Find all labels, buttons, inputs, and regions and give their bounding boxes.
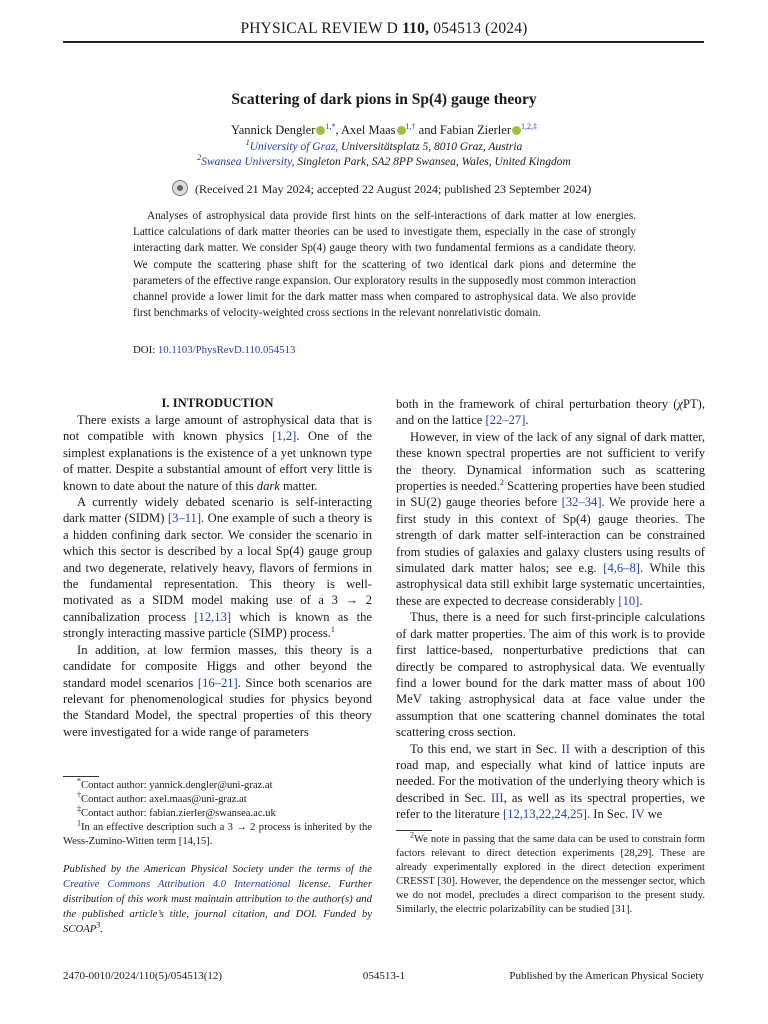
footnote-rule (396, 830, 432, 831)
footnote-rule (63, 776, 99, 777)
affiliation: $^2$Swansea University, Singleton Park, SA2 8PP Swansea, Wales, United Kingdom (197, 153, 571, 168)
doi-link[interactable]: 10.1103/PhysRevD.110.054513 (157, 344, 296, 356)
author-name[interactable]: Yannick Dengler (230, 123, 316, 137)
article-number: 054513 (2024) (433, 20, 528, 37)
affiliation: $^1$University of Graz, Universitätsplatz 5, 8010 Graz, Austria (245, 138, 523, 153)
footnote: *Contact author: yannick.dengler@uni-graz.at (77, 776, 273, 791)
author-list: Yannick Dengler $^{1,*}$, Axel Maas $^{1,\dagger}$ and Fabian Zierler $^{1,2,\ddagger}$ (230, 121, 537, 137)
body-text-right: both in the framework of chiral perturbation theory (χPT), and on the lattice [22–27]. However, in view of the lack of any signal of dark matter, these known spectral properties are not sufficient to verify the theory. Dynamical information such as scattering properties is needed.$^2$ Scattering properties have been studied in SU(2) gauge theories before [32–34]. We provide here a first study in this context of Sp(4) gauge theories. The strength of dark matter self-interaction can be constrained from studies of galaxies and galaxy clusters using results of simulated dark matter halos; see e.g. [4,6–8]. While this astrophysical data still exhibit large systematic uncertainties, these are expected to decrease considerably [10]. Thus, there is a need for such first-principle calculations of dark matter properties. The aim of this work is to provide first lattice-based, nonperturbative predictions that can directly be compared to astrophysical data. We eventually find a lower bound for the dark matter mass of about 100 MeV taking astrophysical data at face value under the assumption that one scattering channel dominates the total scattering cross section. To this end, we start in Sec. II with a description of this road map, and especially what kind of lattice inputs are needed. For the motivation of the underlying theory which is described in Sec. III, as well as its spectral properties, we refer to the literature [12,13,22,24,25]. In Sec. IV we (396, 397, 706, 822)
author-marks[interactable]: 1,* (325, 121, 336, 131)
affiliation-link[interactable]: Swansea University, (201, 156, 295, 168)
journal-header (0, 20, 768, 38)
check-for-updates-icon[interactable] (172, 180, 188, 196)
abstract: Analyses of astrophysical data provide first hints on the self-interactions of dark matter at low energies. Lattice calculations of dark matter theories can be used to investigate them, especially in the case of strongly interacting dark matter. We consider Sp(4) gauge theory with two fundamental fermions as a candidate theory. We compute the scattering phase shift for the scattering of two identical dark pions and determine the parameters of the effective range expansion. Our exploratory results in the supposedly most common interaction channel provide a lower limit for the dark matter mass when compared to astrophysical data. We also provide first benchmarks of velocity-weighted cross sections in the relevant nonrelativistic domain. (133, 210, 636, 320)
footnote: $^2$We note in passing that the same data can be used to constrain form factors relevant to direct detection experiments [28,29]. These are already experimentally explored in the direct detection experiment CRESST [30]. However, the dependence on the messenger sector, which we do not model, precludes a direct comparison to the present study. Similarly, the electric polarizability can be studied [31]. (396, 830, 705, 915)
author-name[interactable]: Fabian Zierler (439, 123, 511, 137)
footnote: †Contact author: axel.maas@uni-graz.at (77, 790, 247, 805)
section-heading: I. INTRODUCTION (161, 396, 274, 410)
affiliation-link[interactable]: University of Graz, (249, 141, 339, 153)
paper-title: Scattering of dark pions in Sp(4) gauge theory (231, 91, 537, 108)
footer-publisher: Published by the American Physical Society (509, 970, 704, 982)
author-marks[interactable]: 1,2,‡ (521, 121, 537, 131)
license-link[interactable]: Creative Commons Attribution 4.0 International (63, 878, 291, 890)
author-marks[interactable]: 1,† (405, 121, 416, 131)
footnotes-left (63, 776, 372, 849)
orcid-icon[interactable] (397, 126, 406, 135)
orcid-icon[interactable] (512, 126, 521, 135)
footnote: $^1$In an effective description such a 3 → 2 process is inherited by the Wess-Zumino-Witten term [14,15]. (63, 818, 372, 847)
affiliations (0, 140, 768, 170)
footnote-right (396, 830, 705, 917)
footer-page-number: 054513-1 (362, 970, 406, 982)
author-name[interactable]: Axel Maas (341, 123, 396, 137)
header-rule (63, 41, 704, 43)
body-text-left: There exists a large amount of astrophysical data that is not compatible with known physics [1,2]. One of the simplest explanations is the existence of a yet unknown type of matter. Despite a substantial amount of effort very little is known to date about the nature of this dark matter. A currently widely debated scenario is self-interacting dark matter (SIDM) [3–11]. One example of such a theory is a hidden confining dark sector. We consider the scenario in which this sector is described by a local Sp(4) gauge group and two degenerate, relatively heavy, flavors of fermions in the fundamental representation. This theory is well-motivated as a SIDM model making use of a 3 → 2 cannibalization process [12,13] which is known as the strongly interacting massive particle (SIMP) process.$^1$ In addition, at low fermion masses, this theory is a candidate for composite Higgs and other beyond the standard model scenarios [16–21]. Since both scenarios are relevant for phenomenological studies for physics beyond the Standard Model, the spectral properties of this theory were investigated for a wide range of parameters (63, 413, 373, 739)
footnote: ‡Contact author: fabian.zierler@swansea.ac.uk (77, 804, 276, 819)
journal-volume: 110, (402, 20, 430, 37)
footer-issn: 2470-0010/2024/110(5)/054513(12) (63, 970, 223, 982)
license-statement: Published by the American Physical Society under the terms of the Creative Commons Attribution 4.0 International license. Further distribution of this work must maintain attribution to the author(s) and the published article’s title, journal citation, and DOI. Funded by SCOAP$^3$. (63, 863, 372, 935)
doi-line: DOI: 10.1103/PhysRevD.110.054513 (133, 344, 296, 356)
publication-dates: (Received 21 May 2024; accepted 22 August 2024; published 23 September 2024) (172, 180, 591, 197)
journal-name: PHYSICAL REVIEW D (240, 20, 398, 37)
